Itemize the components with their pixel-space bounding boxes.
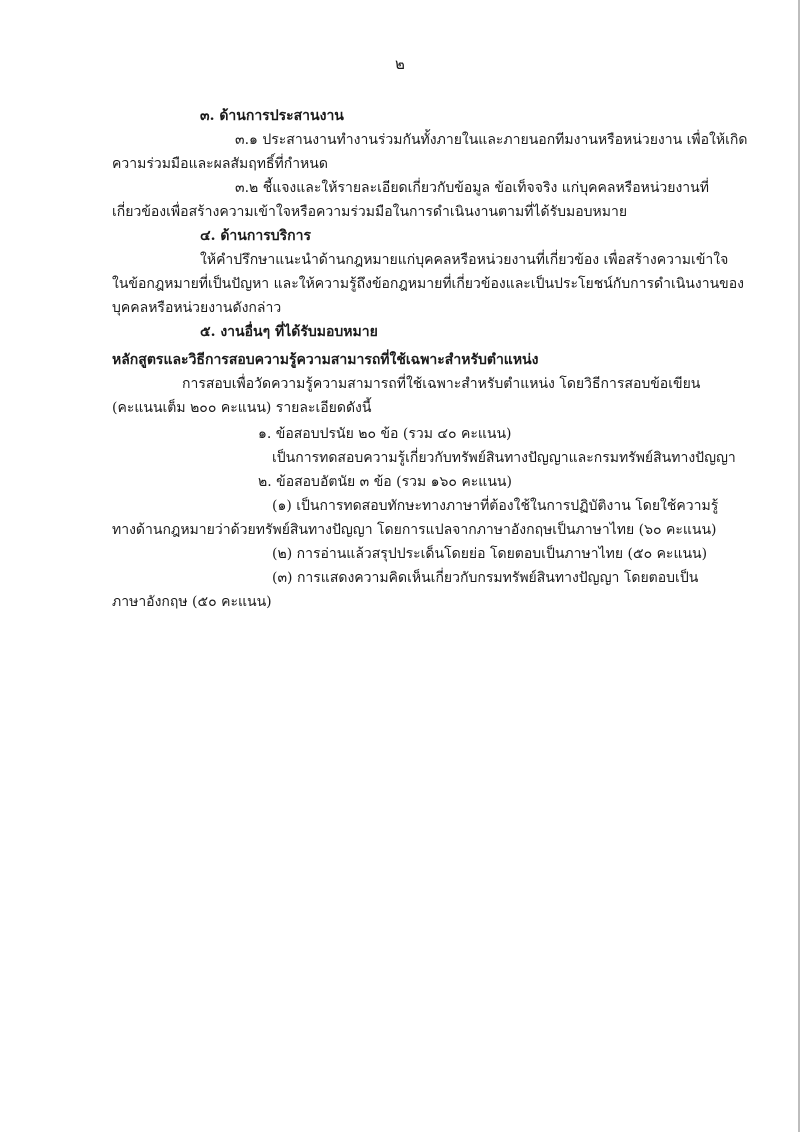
section-coordination-heading: ๓. ด้านการประสานงาน xyxy=(200,108,344,124)
exam-part2-item3-line2: ภาษาอังกฤษ (๕๐ คะแนน) xyxy=(112,594,272,610)
exam-part1-desc: เป็นการทดสอบความรู้เกี่ยวกับทรัพย์สินทางปัญญาและกรมทรัพย์สินทางปัญญา xyxy=(272,450,736,466)
exam-part2-item3-line1: (๓) การแสดงความคิดเห็นเกี่ยวกับกรมทรัพย์สินทางปัญญา โดยตอบเป็น xyxy=(272,570,699,586)
service-line3: บุคคลหรือหน่วยงานดังกล่าว xyxy=(112,300,282,316)
coordination-item2-line1: ๓.๒ ชี้แจงและให้รายละเอียดเกี่ยวกับข้อมูล ข้อเท็จจริง แก่บุคคลหรือหน่วยงานที่ xyxy=(235,180,709,196)
service-line1: ให้คำปรึกษาแนะนำด้านกฎหมายแก่บุคคลหรือหน่วยงานที่เกี่ยวข้อง เพื่อสร้างความเข้าใจ xyxy=(200,252,729,268)
exam-intro-line2: (คะแนนเต็ม ๒๐๐ คะแนน) รายละเอียดดังนี้ xyxy=(112,400,372,416)
page-number: ๒ xyxy=(395,55,405,73)
exam-intro-line1: การสอบเพื่อวัดความรู้ความสามารถที่ใช้เฉพาะสำหรับตำแหน่ง โดยวิธีการสอบข้อเขียน xyxy=(182,376,701,392)
coordination-item1-line2: ความร่วมมือและผลสัมฤทธิ์ที่กำหนด xyxy=(112,156,328,172)
exam-part2-item1-line2: ทางด้านกฎหมายว่าด้วยทรัพย์สินทางปัญญา โดยการแปลจากภาษาอังกฤษเป็นภาษาไทย (๖๐ คะแนน) xyxy=(112,522,717,538)
service-line2: ในข้อกฎหมายที่เป็นปัญหา และให้ความรู้ถึงข้อกฎหมายที่เกี่ยวข้องและเป็นประโยชน์กับการดำเนินงานของ xyxy=(112,276,744,292)
coordination-item1-line1: ๓.๑ ประสานงานทำงานร่วมกันทั้งภายในและภายนอกทีมงานหรือหน่วยงาน เพื่อให้เกิด xyxy=(235,132,748,148)
exam-part1-heading: ๑. ข้อสอบปรนัย ๒๐ ข้อ (รวม ๔๐ คะแนน) xyxy=(258,426,512,442)
section-service-heading: ๔. ด้านการบริการ xyxy=(200,228,311,244)
exam-title: หลักสูตรและวิธีการสอบความรู้ความสามารถที่ใช้เฉพาะสำหรับตำแหน่ง xyxy=(112,352,539,368)
section-other-heading: ๕. งานอื่นๆ ที่ได้รับมอบหมาย xyxy=(200,324,378,340)
exam-part2-item1-line1: (๑) เป็นการทดสอบทักษะทางภาษาที่ต้องใช้ในการปฏิบัติงาน โดยใช้ความรู้ xyxy=(272,498,719,514)
exam-part2-item2: (๒) การอ่านแล้วสรุปประเด็นโดยย่อ โดยตอบเป็นภาษาไทย (๕๐ คะแนน) xyxy=(272,546,708,562)
coordination-item2-line2: เกี่ยวข้องเพื่อสร้างความเข้าใจหรือความร่วมมือในการดำเนินงานตามที่ได้รับมอบหมาย xyxy=(112,204,628,220)
exam-part2-heading: ๒. ข้อสอบอัตนัย ๓ ข้อ (รวม ๑๖๐ คะแนน) xyxy=(258,474,512,490)
